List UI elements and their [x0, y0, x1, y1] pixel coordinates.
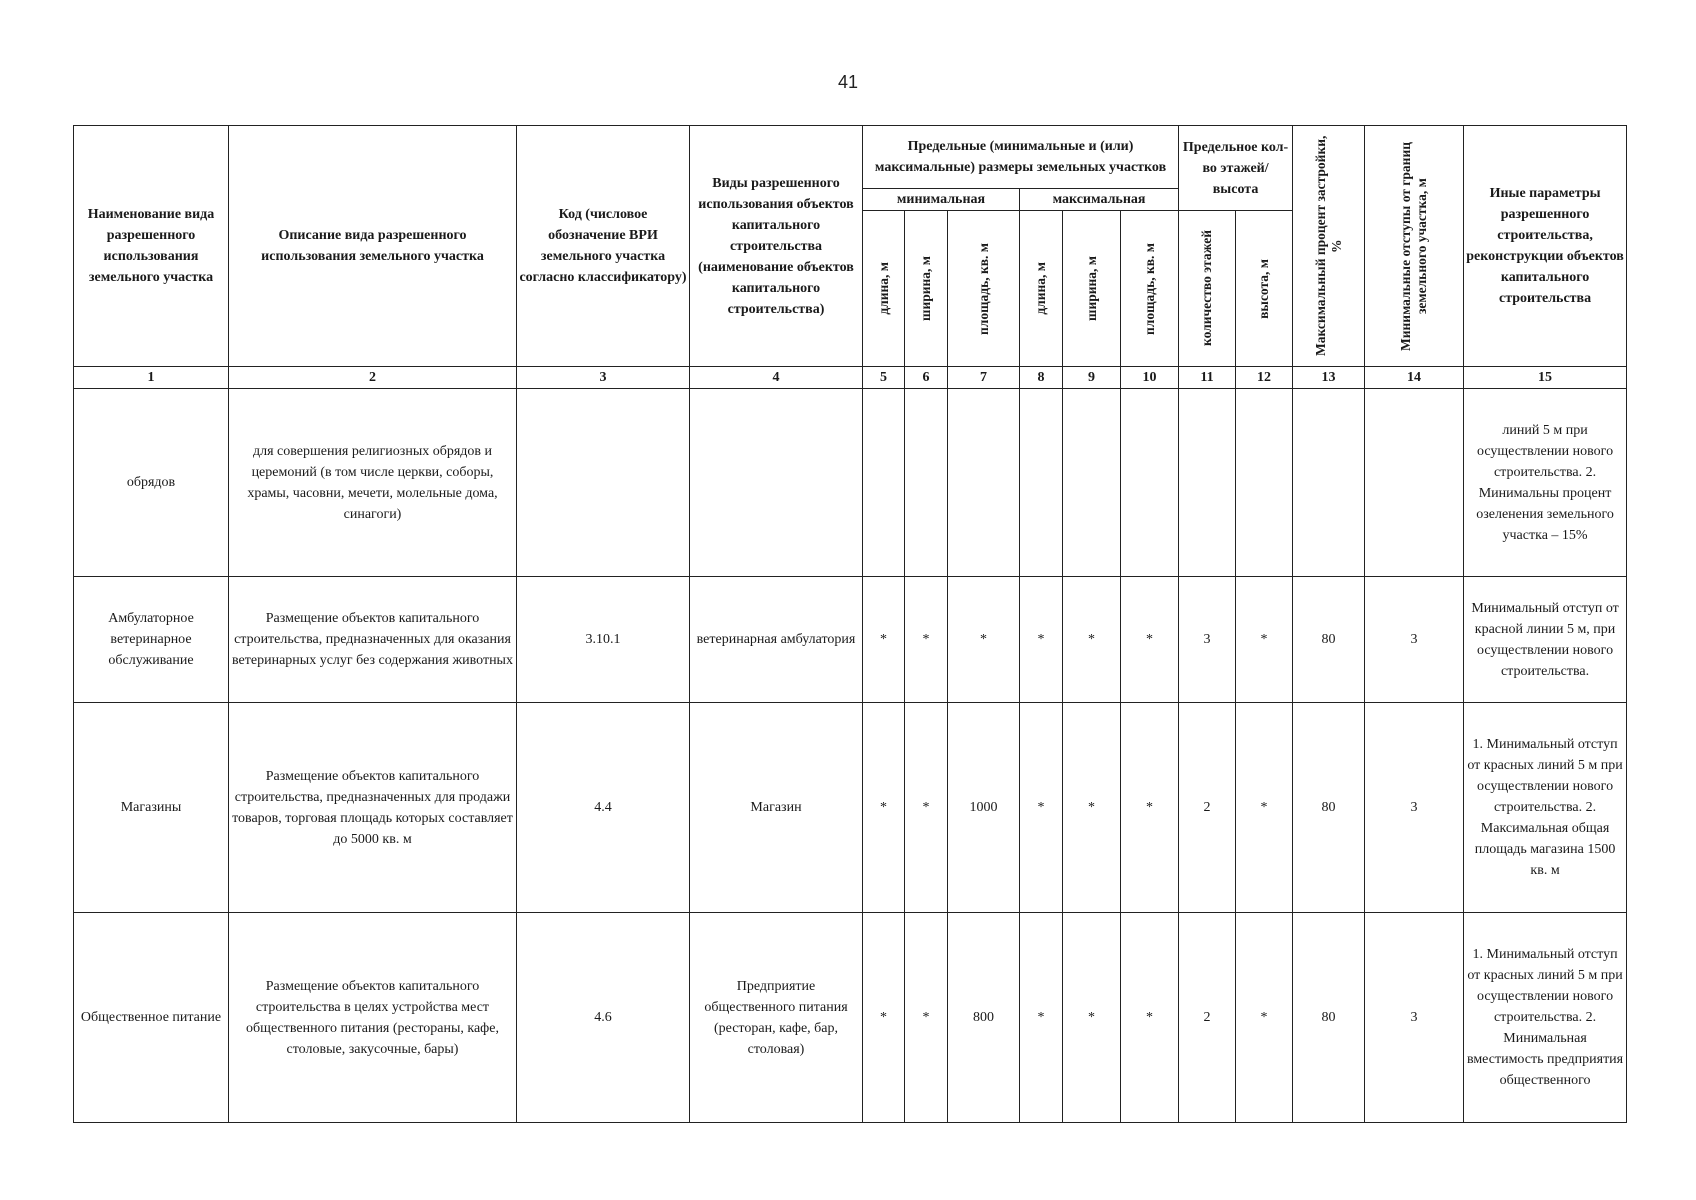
header-row-1	[74, 126, 1627, 189]
header-max-length: длина, м	[1033, 262, 1048, 315]
row-min-width: *	[905, 703, 948, 913]
column-number: 7	[948, 367, 1020, 389]
column-number: 4	[690, 367, 863, 389]
table-row	[74, 389, 1627, 577]
row-max-length: *	[1020, 913, 1063, 1123]
row-min-width: *	[905, 913, 948, 1123]
header-min-area: площадь, кв. м	[975, 242, 991, 335]
row-description: для совершения религиозных обрядов и церемоний (в том числе церкви, соборы, храмы, часовни, мечети, молельные дома, синагоги)	[229, 389, 517, 577]
row-other: 1. Минимальный отступ от красных линий 5 м при осуществлении нового строительства. 2. Максимальная общая площадь магазина 1500 кв. м	[1464, 703, 1627, 913]
header-col2: Описание вида разрешенного использования земельного участка	[229, 126, 517, 367]
row-coverage: 80	[1293, 703, 1365, 913]
row-max-area: *	[1121, 703, 1179, 913]
row-floors: 3	[1179, 577, 1236, 703]
column-number: 2	[229, 367, 517, 389]
row-max-width: *	[1063, 913, 1121, 1123]
row-setback	[1365, 389, 1464, 577]
header-min-width: ширина, м	[918, 256, 933, 321]
header-min-length: длина, м	[875, 262, 891, 315]
column-number: 11	[1179, 367, 1236, 389]
row-floors: 2	[1179, 913, 1236, 1123]
column-number: 13	[1293, 367, 1365, 389]
column-number: 15	[1464, 367, 1627, 389]
row-code: 4.6	[517, 913, 690, 1123]
column-number: 12	[1236, 367, 1293, 389]
row-max-area: *	[1121, 577, 1179, 703]
row-max-length: *	[1020, 577, 1063, 703]
header-group-sizes: Предельные (минимальные и (или) максимальные) размеры земельных участков	[863, 126, 1179, 189]
row-min-length: *	[863, 703, 905, 913]
header-group-floors: Предельное кол-во этажей/высота	[1179, 126, 1293, 211]
column-number: 3	[517, 367, 690, 389]
row-min-area: 1000	[948, 703, 1020, 913]
row-min-width: *	[905, 577, 948, 703]
row-name: Магазины	[74, 703, 229, 913]
row-max-width: *	[1063, 703, 1121, 913]
header-col3: Код (числовое обозначение ВРИ земельного участка согласно классификатору)	[517, 126, 690, 367]
column-number: 9	[1063, 367, 1121, 389]
row-min-width	[905, 389, 948, 577]
row-capital: ветеринарная амбулатория	[690, 577, 863, 703]
row-capital: Магазин	[690, 703, 863, 913]
row-name: Амбулаторное ветеринарное обслуживание	[74, 577, 229, 703]
zoning-parameters-table	[73, 125, 1627, 1123]
column-number: 1	[74, 367, 229, 389]
column-number: 10	[1121, 367, 1179, 389]
row-setback: 3	[1365, 703, 1464, 913]
row-min-length	[863, 389, 905, 577]
row-capital	[690, 389, 863, 577]
row-description: Размещение объектов капитального строительства, предназначенных для оказания ветеринарных услуг без содержания животных	[229, 577, 517, 703]
row-name: обрядов	[74, 389, 229, 577]
column-number: 5	[863, 367, 905, 389]
row-capital: Предприятие общественного питания (ресторан, кафе, бар, столовая)	[690, 913, 863, 1123]
page-number: 41	[837, 72, 859, 92]
row-min-area	[948, 389, 1020, 577]
row-height: *	[1236, 577, 1293, 703]
header-col15: Иные параметры разрешенного строительства, реконструкции объектов капитального строительства	[1464, 126, 1627, 367]
header-group-max: максимальная	[1020, 189, 1179, 211]
table-row	[74, 913, 1627, 1123]
row-height	[1236, 389, 1293, 577]
row-code	[517, 389, 690, 577]
row-coverage	[1293, 389, 1365, 577]
header-group-min: минимальная	[863, 189, 1020, 211]
header-col4: Виды разрешенного использования объектов капитального строительства (наименование объектов капитального строительства)	[690, 126, 863, 367]
row-name: Общественное питание	[74, 913, 229, 1123]
header-col13: Максимальный процент застройки, %	[1312, 135, 1344, 357]
row-height: *	[1236, 703, 1293, 913]
header-max-area: площадь, кв. м	[1141, 242, 1157, 335]
row-other: Минимальный отступ от красной линии 5 м, при осуществлении нового строительства.	[1464, 577, 1627, 703]
column-number: 6	[905, 367, 948, 389]
row-min-length: *	[863, 577, 905, 703]
row-max-area: *	[1121, 913, 1179, 1123]
row-setback: 3	[1365, 577, 1464, 703]
row-height: *	[1236, 913, 1293, 1123]
row-description: Размещение объектов капитального строительства в целях устройства мест общественного питания (рестораны, кафе, столовые, закусочные, бары)	[229, 913, 517, 1123]
row-max-width: *	[1063, 577, 1121, 703]
row-floors: 2	[1179, 703, 1236, 913]
row-max-length: *	[1020, 703, 1063, 913]
row-coverage: 80	[1293, 913, 1365, 1123]
row-setback: 3	[1365, 913, 1464, 1123]
header-floors-count: количество этажей	[1199, 230, 1215, 347]
row-coverage: 80	[1293, 577, 1365, 703]
row-other: линий 5 м при осуществлении нового строительства. 2. Минимальны процент озеленения земельного участка – 15%	[1464, 389, 1627, 577]
row-min-length: *	[863, 913, 905, 1123]
header-col14: Минимальные отступы от границ земельного участка, м	[1398, 141, 1430, 351]
row-max-length	[1020, 389, 1063, 577]
column-number: 14	[1365, 367, 1464, 389]
table-row	[74, 577, 1627, 703]
row-min-area: *	[948, 577, 1020, 703]
row-other: 1. Минимальный отступ от красных линий 5 м при осуществлении нового строительства. 2. Минимальная вместимость предприятия общественного	[1464, 913, 1627, 1123]
row-code: 4.4	[517, 703, 690, 913]
row-min-area: 800	[948, 913, 1020, 1123]
row-max-area	[1121, 389, 1179, 577]
row-code: 3.10.1	[517, 577, 690, 703]
header-max-width: ширина, м	[1083, 256, 1099, 321]
row-max-width	[1063, 389, 1121, 577]
row-description: Размещение объектов капитального строительства, предназначенных для продажи товаров, торговая площадь которых составляет до 5000 кв. м	[229, 703, 517, 913]
header-height: высота, м	[1256, 258, 1272, 319]
header-col1: Наименование вида разрешенного использования земельного участка	[74, 126, 229, 367]
row-floors	[1179, 389, 1236, 577]
column-number: 8	[1020, 367, 1063, 389]
column-number-row	[74, 367, 1627, 389]
table-row	[74, 703, 1627, 913]
